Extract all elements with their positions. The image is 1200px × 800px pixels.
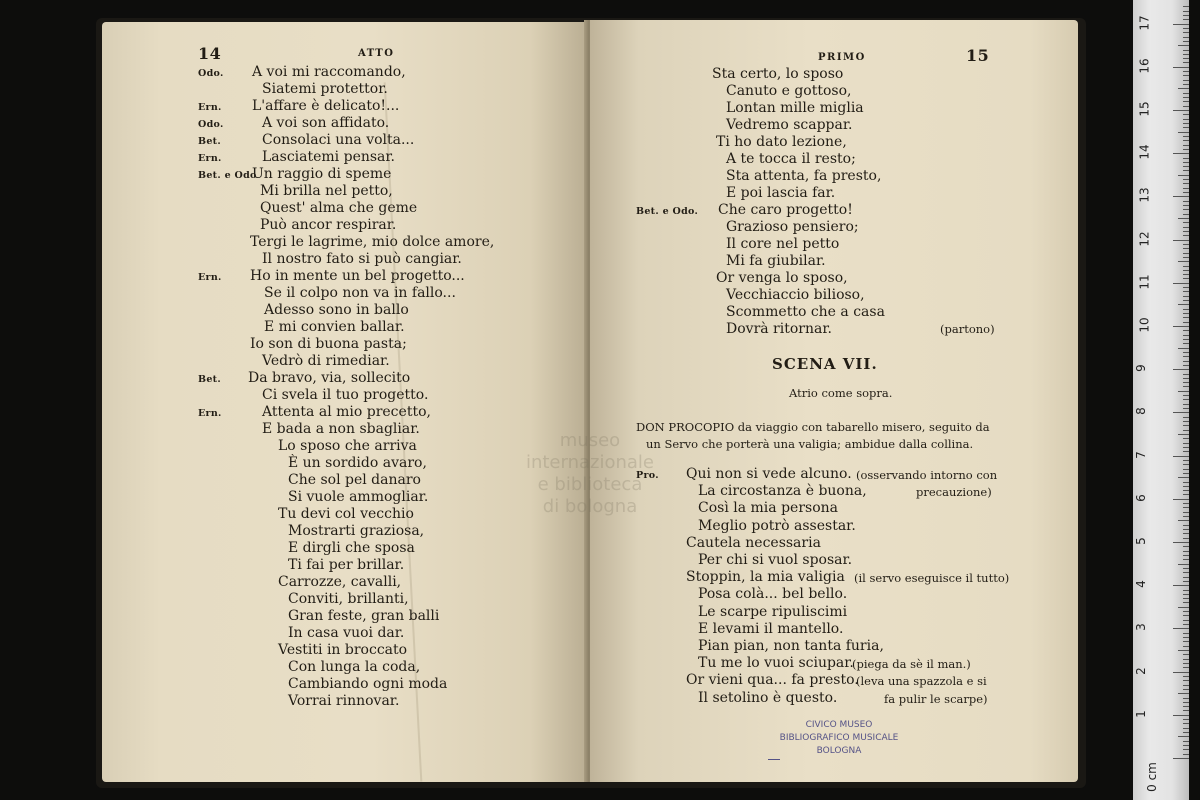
ruler-tick [1183, 209, 1189, 210]
verse-line: Lo sposo che arriva [278, 438, 417, 454]
verse-line: L'affare è delicato!... [252, 98, 400, 114]
verse-line: Cautela necessaria [686, 534, 821, 551]
ruler-tick [1173, 758, 1189, 759]
ruler-tick [1173, 456, 1189, 457]
ruler-tick [1183, 227, 1189, 228]
stage-note: precauzione) [916, 485, 992, 500]
ruler-tick [1183, 602, 1189, 603]
verse-line: Io son di buona pasta; [250, 336, 407, 352]
ruler-tick [1178, 477, 1189, 478]
ruler-tick [1183, 624, 1189, 625]
ruler-tick [1183, 482, 1189, 483]
ruler-tick [1183, 594, 1189, 595]
page-number-right: 15 [966, 46, 990, 65]
verse-line: Attenta al mio precetto, [262, 404, 431, 420]
ruler-tick [1183, 322, 1189, 323]
ruler-tick [1183, 41, 1189, 42]
ruler-tick [1183, 382, 1189, 383]
verse-line: Vecchiaccio bilioso, [726, 287, 865, 303]
speaker-label: Odo. [198, 68, 224, 79]
ruler-tick [1178, 132, 1189, 133]
stamp-line-2: BIBLIOGRAFICO MUSICALE [779, 733, 899, 743]
ruler-tick [1183, 590, 1189, 591]
ruler-tick [1173, 67, 1189, 68]
verse-line: Si vuole ammogliar. [288, 489, 429, 505]
ruler-tick [1178, 88, 1189, 89]
speaker-label: Ern. [198, 102, 222, 113]
stage-note: (leva una spazzola e si [856, 674, 987, 689]
ruler-tick [1183, 106, 1189, 107]
ruler-number: 3 [1133, 623, 1148, 632]
verse-line: Adesso sono in ballo [264, 302, 409, 318]
ruler-tick [1183, 620, 1189, 621]
ruler-tick [1183, 749, 1189, 750]
ruler-tick [1173, 628, 1189, 629]
ruler-tick [1173, 585, 1189, 586]
ruler-tick [1183, 136, 1189, 137]
ruler-tick [1183, 378, 1189, 379]
stage-note: fa pulir le scarpe) [884, 691, 988, 706]
stamp-line-3: BOLOGNA [816, 746, 862, 756]
ruler-number: 8 [1133, 407, 1148, 416]
verse-line: Vorrai rinnovar. [288, 693, 400, 709]
ruler-tick [1173, 715, 1189, 716]
ruler-tick [1183, 296, 1189, 297]
verse-line: Consolaci una volta... [262, 132, 415, 148]
ruler-tick [1183, 339, 1189, 340]
ruler-tick [1183, 460, 1189, 461]
watermark-line: museo internazionale [525, 430, 655, 473]
watermark [500, 430, 680, 518]
verse-line: Stoppin, la mia valigia [686, 569, 845, 586]
ruler-tick [1173, 24, 1189, 25]
ruler-tick [1183, 343, 1189, 344]
ruler-tick [1183, 399, 1189, 400]
verse-line: Tergi le lagrime, mio dolce amore, [250, 234, 495, 250]
stamp-rule [768, 759, 780, 760]
ruler-tick [1183, 698, 1189, 699]
left-page [102, 22, 588, 782]
ruler-tick [1183, 270, 1189, 271]
speaker-label: Bet. e Odo [198, 170, 257, 181]
stamp-line-1: CIVICO MUSEO [805, 720, 873, 730]
ruler-tick [1183, 214, 1189, 215]
ruler-tick [1183, 577, 1189, 578]
ruler-tick [1183, 101, 1189, 102]
ruler-tick [1183, 421, 1189, 422]
speaker-label: Ern. [198, 408, 222, 419]
ruler-tick [1183, 317, 1189, 318]
ruler-tick [1183, 300, 1189, 301]
verse-line: E dirgli che sposa [288, 540, 415, 556]
stage-direction-line-2: un Servo che porterà una valigia; ambidue dalla collina. [646, 437, 974, 451]
ruler-tick [1183, 28, 1189, 29]
ruler-tick [1183, 361, 1189, 362]
ruler-tick [1183, 685, 1189, 686]
page-number-left: 14 [198, 44, 222, 63]
ruler-tick [1183, 706, 1189, 707]
ruler-tick [1183, 719, 1189, 720]
ruler-tick [1183, 451, 1189, 452]
ruler-tick [1183, 702, 1189, 703]
ruler-tick [1183, 11, 1189, 12]
verse-line: Or vieni qua... fa presto. [686, 672, 859, 689]
ruler-tick [1183, 676, 1189, 677]
ruler-tick [1183, 179, 1189, 180]
ruler-tick [1183, 680, 1189, 681]
verse-line: Scommetto che a casa [726, 304, 885, 320]
ruler-tick [1183, 473, 1189, 474]
ruler-tick [1173, 672, 1189, 673]
ruler-tick [1173, 412, 1189, 413]
verse-line: Che sol pel danaro [288, 472, 421, 488]
ruler-tick [1183, 581, 1189, 582]
ruler-tick [1183, 166, 1189, 167]
ruler-tick [1183, 438, 1189, 439]
watermark-line: e biblioteca [537, 474, 643, 495]
ruler-tick [1173, 499, 1189, 500]
ruler-tick [1183, 395, 1189, 396]
ruler-tick [1183, 374, 1189, 375]
ruler-tick [1178, 693, 1189, 694]
ruler-tick [1183, 231, 1189, 232]
ruler-tick [1183, 127, 1189, 128]
ruler-tick [1183, 659, 1189, 660]
ruler-tick [1183, 641, 1189, 642]
verse-line: Vedrò di rimediar. [262, 353, 390, 369]
ruler-tick [1183, 615, 1189, 616]
ruler-tick [1183, 503, 1189, 504]
ruler-tick [1183, 546, 1189, 547]
ruler-tick [1173, 240, 1189, 241]
verse-line: Ti fai per brillar. [288, 557, 405, 573]
verse-line: Che caro progetto! [718, 202, 853, 218]
verse-line: A voi son affidato. [262, 115, 390, 131]
ruler-tick [1183, 6, 1189, 7]
verse-line: Ti ho dato lezione, [716, 134, 847, 150]
verse-line: Così la mia persona [698, 500, 838, 517]
ruler-tick [1183, 512, 1189, 513]
ruler-tick [1183, 244, 1189, 245]
ruler-tick [1183, 235, 1189, 236]
verse-line: E mi convien ballar. [264, 319, 405, 335]
verse-line: A te tocca il resto; [726, 151, 856, 167]
verse-line: Con lunga la coda, [288, 659, 421, 675]
verse-line: In casa vuoi dar. [288, 625, 405, 641]
ruler-tick [1178, 175, 1189, 176]
ruler-tick [1183, 667, 1189, 668]
verse-line: Or venga lo sposo, [716, 270, 848, 286]
ruler-tick [1173, 542, 1189, 543]
verse-line: È un sordido avaro, [288, 455, 427, 471]
ruler-tick [1183, 93, 1189, 94]
ruler-tick [1183, 443, 1189, 444]
ruler-number: 17 [1137, 14, 1152, 31]
ruler-tick [1178, 564, 1189, 565]
ruler-tick [1183, 15, 1189, 16]
scene-setting: Atrio come sopra. [789, 386, 893, 400]
ruler-tick [1183, 507, 1189, 508]
verse-line: Canuto e gottoso, [726, 83, 852, 99]
ruler-tick [1183, 158, 1189, 159]
ruler-tick [1183, 538, 1189, 539]
ruler-tick [1183, 162, 1189, 163]
ruler-tick [1183, 313, 1189, 314]
ruler-tick [1178, 650, 1189, 651]
ruler-tick [1183, 710, 1189, 711]
ruler-tick [1183, 559, 1189, 560]
verse-line: Mi brilla nel petto, [260, 183, 393, 199]
ruler-number: 6 [1133, 493, 1148, 502]
verse-line: La circostanza è buona, [698, 483, 867, 500]
ruler-tick [1183, 192, 1189, 193]
ruler-tick [1183, 287, 1189, 288]
exit-direction: (partono) [940, 322, 995, 336]
ruler-tick [1183, 408, 1189, 409]
ruler-tick [1183, 205, 1189, 206]
ruler-tick [1183, 274, 1189, 275]
verse-line: Per chi si vuol sposar. [698, 552, 853, 568]
verse-line: Carrozze, cavalli, [278, 574, 402, 590]
ruler-tick [1183, 572, 1189, 573]
ruler-tick [1178, 736, 1189, 737]
ruler-tick [1183, 745, 1189, 746]
running-head-right: PRIMO [818, 52, 866, 63]
verse-line: Da bravo, via, sollecito [248, 370, 411, 386]
ruler-tick [1183, 119, 1189, 120]
ruler-tick [1183, 253, 1189, 254]
ruler-tick [1183, 80, 1189, 81]
ruler-number: 13 [1137, 187, 1152, 204]
ruler-unit-label: 0 cm [1144, 762, 1159, 792]
ruler-tick [1183, 611, 1189, 612]
verse-line: Un raggio di speme [252, 166, 392, 182]
ruler-tick [1183, 386, 1189, 387]
verse-line: Vestiti in broccato [278, 642, 408, 658]
verse-line: Il core nel petto [726, 236, 840, 252]
ruler-number: 11 [1137, 274, 1152, 290]
ruler-tick [1183, 37, 1189, 38]
verse-line: Qui non si vede alcuno. [686, 466, 852, 482]
ruler-tick [1183, 356, 1189, 357]
verse-line: Cambiando ogni moda [288, 676, 448, 692]
ruler-number: 14 [1137, 144, 1152, 160]
ruler-tick [1183, 555, 1189, 556]
speaker-label: Bet. e Odo. [636, 206, 699, 217]
speaker-label: Ern. [198, 272, 222, 283]
verse-line: E bada a non sbagliar. [262, 421, 420, 437]
ruler-tick [1183, 50, 1189, 51]
verse-line: Siatemi protettor. [262, 81, 388, 97]
ruler-number: 15 [1137, 101, 1152, 117]
library-stamp [768, 719, 910, 763]
stage-note: (osservando intorno con [856, 468, 998, 482]
ruler-tick [1183, 689, 1189, 690]
ruler-tick [1183, 654, 1189, 655]
verse-line: Lontan mille miglia [726, 100, 864, 116]
speaker-label: Pro. [636, 470, 659, 481]
ruler-number: 9 [1133, 364, 1148, 373]
ruler-number: 12 [1137, 230, 1152, 247]
ruler-number: 5 [1133, 537, 1148, 545]
stage-direction-line-1: DON PROCOPIO da viaggio con tabarello misero, seguito da [636, 420, 990, 434]
verse-line: Può ancor respirar. [260, 217, 397, 233]
ruler-number: 4 [1133, 580, 1148, 589]
ruler-tick [1183, 533, 1189, 534]
verse-line: Se il colpo non va in fallo... [264, 285, 456, 301]
ruler-tick [1183, 447, 1189, 448]
speaker-label: Bet. [198, 374, 221, 385]
verse-line: Mi fa giubilar. [726, 253, 826, 269]
verse-line: Ho in mente un bel progetto... [250, 268, 465, 284]
scene-title: SCENA VII. [772, 355, 878, 373]
ruler-tick [1183, 568, 1189, 569]
ruler-tick [1183, 248, 1189, 249]
ruler-tick [1183, 335, 1189, 336]
ruler-tick [1183, 637, 1189, 638]
ruler-tick [1183, 291, 1189, 292]
ruler-tick [1183, 723, 1189, 724]
verse-line: Sta certo, lo sposo [712, 66, 844, 82]
ruler-number: 2 [1133, 666, 1148, 675]
verse-line: Conviti, brillanti, [288, 591, 409, 607]
ruler-tick [1178, 304, 1189, 305]
verse-line: Mostrarti graziosa, [288, 523, 425, 539]
verse-line: E poi lascia far. [726, 185, 836, 201]
ruler-tick [1183, 404, 1189, 405]
ruler-tick [1183, 84, 1189, 85]
ruler-tick [1183, 140, 1189, 141]
speaker-label: Ern. [198, 153, 222, 164]
ruler-tick [1183, 222, 1189, 223]
ruler-tick [1183, 201, 1189, 202]
ruler-tick [1173, 283, 1189, 284]
ruler-tick [1183, 516, 1189, 517]
ruler-number: 1 [1133, 709, 1148, 718]
ruler-tick [1183, 188, 1189, 189]
verse-line: Meglio potrò assestar. [698, 517, 856, 534]
ruler-tick [1183, 149, 1189, 150]
ruler-tick [1183, 469, 1189, 470]
ruler-tick [1183, 114, 1189, 115]
ruler-tick [1183, 62, 1189, 63]
ruler-tick [1183, 551, 1189, 552]
ruler-tick [1183, 309, 1189, 310]
ruler-tick [1183, 58, 1189, 59]
verse-line: Pian pian, non tanta furia, [698, 638, 884, 654]
ruler-tick [1183, 170, 1189, 171]
ruler-tick [1183, 330, 1189, 331]
ruler-tick [1173, 326, 1189, 327]
ruler-tick [1183, 145, 1189, 146]
verse-line: E levami il mantello. [698, 620, 844, 637]
measuring-ruler [1133, 0, 1189, 800]
ruler-tick [1173, 369, 1189, 370]
ruler-tick [1183, 365, 1189, 366]
verse-line: A voi mi raccomando, [252, 64, 406, 80]
verse-line: Posa colà... bel bello. [698, 586, 848, 603]
ruler-tick [1183, 71, 1189, 72]
ruler-tick [1183, 525, 1189, 526]
ruler-tick [1183, 486, 1189, 487]
ruler-tick [1183, 464, 1189, 465]
ruler-tick [1183, 646, 1189, 647]
verse-line: Sta attenta, fa presto, [726, 168, 882, 184]
verse-line: Il setolino è questo. [698, 689, 838, 706]
ruler-tick [1183, 75, 1189, 76]
verse-line: Quest' alma che geme [260, 200, 418, 216]
ruler-tick [1178, 45, 1189, 46]
ruler-tick [1173, 110, 1189, 111]
verse-line: Le scarpe ripuliscimi [698, 603, 848, 620]
ruler-tick [1183, 123, 1189, 124]
verse-line: Ci svela il tuo progetto. [262, 387, 429, 403]
verse-line: Gran feste, gran balli [288, 608, 440, 624]
ruler-tick [1183, 732, 1189, 733]
ruler-tick [1173, 196, 1189, 197]
ruler-number: 7 [1133, 450, 1148, 459]
running-head-left: ATTO [358, 48, 395, 59]
ruler-tick [1178, 391, 1189, 392]
ruler-tick [1183, 183, 1189, 184]
ruler-tick [1183, 19, 1189, 20]
ruler-tick [1183, 728, 1189, 729]
verse-line: Grazioso pensiero; [726, 219, 859, 235]
ruler-tick [1183, 430, 1189, 431]
verse-line: Il nostro fato si può cangiar. [262, 251, 462, 267]
verse-line: Dovrà ritornar. [726, 321, 832, 337]
ruler-tick [1183, 278, 1189, 279]
ruler-tick [1183, 425, 1189, 426]
speaker-label: Odo. [198, 119, 224, 130]
speaker-label: Bet. [198, 136, 221, 147]
ruler-tick [1183, 598, 1189, 599]
ruler-tick [1178, 520, 1189, 521]
ruler-tick [1178, 348, 1189, 349]
ruler-tick [1183, 754, 1189, 755]
ruler-tick [1183, 352, 1189, 353]
ruler-tick [1178, 218, 1189, 219]
verse-line: Vedremo scappar. [726, 117, 853, 133]
verse-line: Tu devi col vecchio [278, 506, 414, 522]
watermark-line: di bologna [542, 496, 638, 517]
verse-line: Tu me lo vuoi sciupar. [698, 655, 854, 672]
ruler-tick [1178, 261, 1189, 262]
ruler-number: 10 [1137, 317, 1152, 333]
ruler-tick [1183, 741, 1189, 742]
ruler-tick [1183, 490, 1189, 491]
stage-note: (piega da sè il man.) [852, 657, 971, 672]
verse-line: Lasciatemi pensar. [262, 149, 396, 165]
ruler-tick [1183, 32, 1189, 33]
ruler-tick [1178, 434, 1189, 435]
stage-note: (il servo eseguisce il tutto) [854, 571, 1010, 586]
ruler-tick [1183, 97, 1189, 98]
ruler-tick [1183, 633, 1189, 634]
ruler-tick [1183, 54, 1189, 55]
ruler-tick [1183, 257, 1189, 258]
ruler-number: 16 [1137, 58, 1152, 74]
ruler-tick [1183, 663, 1189, 664]
ruler-tick [1183, 266, 1189, 267]
ruler-tick [1183, 529, 1189, 530]
ruler-tick [1173, 153, 1189, 154]
ruler-tick [1178, 607, 1189, 608]
ruler-tick [1183, 417, 1189, 418]
ruler-tick [1183, 494, 1189, 495]
right-page [590, 20, 1078, 782]
